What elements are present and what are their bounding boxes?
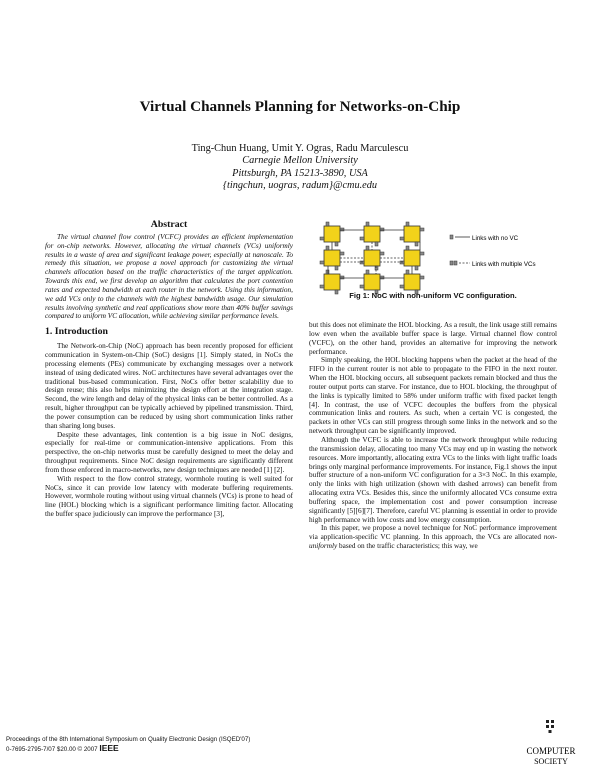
left-column <box>45 221 293 519</box>
legend-multi-label: Links with multiple VCs <box>472 261 536 268</box>
intro-paragraph: The Network-on-Chip (NoC) approach has been recently proposed for efficient communication in System-on-Chip (SoC) designs [1]. Simply stated, in NoCs the processing elements (PEs) communicate by exchanging messages over a network instead of using dedicated wires. NoC architectures have several advantages over the traditional bus-based communication. First, NoCs offer better scalability due to design reuse; this also helps minimizing the design effort at the integration stage. Second, the wire length and delay of the physical links can be better controlled. As a result, higher throughput can be typically achieved by pipelined transmission. Third, the power consumption can be reduced by using short communication links rather than sharing long buses. <box>45 342 293 430</box>
body-text: In this paper, we propose a novel technique for NoC performance improvement via application-specific VC planning. In this approach, the VCs are allocated <box>309 524 557 542</box>
footer <box>6 736 250 754</box>
ieee-logo: IEEE <box>99 743 119 753</box>
copyright-line <box>6 744 250 754</box>
logo-word-society: SOCIETY <box>534 757 568 766</box>
logo-emblem-icon <box>546 720 554 733</box>
abstract-heading: Abstract <box>150 219 188 230</box>
computer-society-logo <box>520 718 582 770</box>
figure-caption: Fig 1: NoC with non-uniform VC configuration. <box>349 291 517 300</box>
body-paragraph <box>309 524 557 551</box>
address: Pittsburgh, PA 15213-3890, USA <box>232 167 368 179</box>
right-column <box>309 321 557 551</box>
intro-paragraph: With respect to the flow control strategy, wormhole routing is well suited for NoCs, since it can provide low latency with moderate buffering requirements. However, wormhole routing without using virtual channels (VCs) is prone to head of line (HOL) blocking which is a significant performance limiting factor. Allocating the buffer space judiciously can improve the performance [3], <box>45 474 293 519</box>
paper-title: Virtual Channels Planning for Networks-on-Chip <box>139 98 461 115</box>
email: {tingchun, uogras, radum}@cmu.edu <box>222 180 378 192</box>
legend-single-vc <box>450 235 519 242</box>
author-names: Ting-Chun Huang, Umit Y. Ogras, Radu Marculescu <box>191 143 409 154</box>
emphasis-text: non-uniformly <box>309 533 557 551</box>
abstract-text: The virtual channel flow control (VCFC) provides an efficient implementation for on-chip networks. However, allocating the virtual channels (VCs) uniformly results in a waste of area and significant leakage power, especially at nanoscale. To remedy this situation, we propose a novel approach for customizing the virtual channels allocation based on the traffic characteristics of the target application. Towards this end, we first develop an algorithm that calculates the port contention rates and expected bandwidth at each router in the network. Using this information, we add VCs only to the channels with the highest bandwidth usage. Our simulation results involving synthetic and real applications show more than 40% buffer savings compared to uniform VC allocation, while achieving similar performance levels. <box>45 232 293 321</box>
legend-multi-vc <box>450 261 536 268</box>
affiliation: Carnegie Mellon University <box>242 155 358 167</box>
legend-single-label: Links with no VC <box>472 235 519 242</box>
body-paragraph: Although the VCFC is able to increase the network throughput while reducing the transmission delay, allocating too many VCs may end up in wasting the network resources. More importantly, allocating extra VCs to the links with light traffic loads brings only marginal performance improvements. For instance, Fig.1 shows the input buffer structure of a non-uniform VC configuration for a 3×3 NoC. In this example, only the links with high utilization (shown with dashed arrows) can benefit from allocating extra VCs. Besides this, since the uniformly allocated VCs consume extra buffering space, the implementation cost and power consumption increase significantly [5][6][7]. Therefore, careful VC planning is essential in order to provide high performance with low costs and low energy consumption. <box>309 435 557 524</box>
copyright-text: 0-7695-2795-7/07 $20.00 © 2007 <box>6 746 98 753</box>
noc-figure <box>310 220 558 296</box>
intro-paragraph: Despite these advantages, link contention is a big issue in NoC designs, especially for real-time or communication-intensive applications. From this perspective, the on-chip networks must be carefully designed to meet the delay and throughput requirements. Since NoC design requirements are significantly different from those enforced in macro-networks, new design techniques are needed [1] [2]. <box>45 430 293 474</box>
author-block <box>0 143 600 193</box>
body-paragraph: but this does not eliminate the HOL blocking. As a result, the link usage still remains low even when the available buffer space is large. Virtual channel flow control (VCFC), on the other hand, provides an alternative for improving the network performance. <box>309 321 557 356</box>
body-paragraph: Simply speaking, the HOL blocking happens when the packet at the head of the FIFO in the current router is not able to propagate to the FIFO in the next router. When the HOL blocking occurs, all subsequent packets remain blocked and thus the router output ports can starve. For instance, due to HOL blocking, the throughput of the links is typically limited to 58% under uniform traffic with fixed packet length [4]. In contrast, the use of VCFC decouples the buffers from the physical communication links and routers. As such, when a certain VC is congested, the packets in other VCs can still progress through some links in the network and so the network throughput can be significantly improved. <box>309 356 557 436</box>
proceedings-line: Proceedings of the 8th International Symposium on Quality Electronic Design (ISQED'07) <box>6 736 251 743</box>
intro-heading: 1. Introduction <box>45 326 108 338</box>
logo-word-computer: COMPUTER <box>526 746 576 756</box>
body-text: based on the traffic characteristics; this way, we <box>337 542 478 551</box>
router-grid <box>320 222 424 294</box>
